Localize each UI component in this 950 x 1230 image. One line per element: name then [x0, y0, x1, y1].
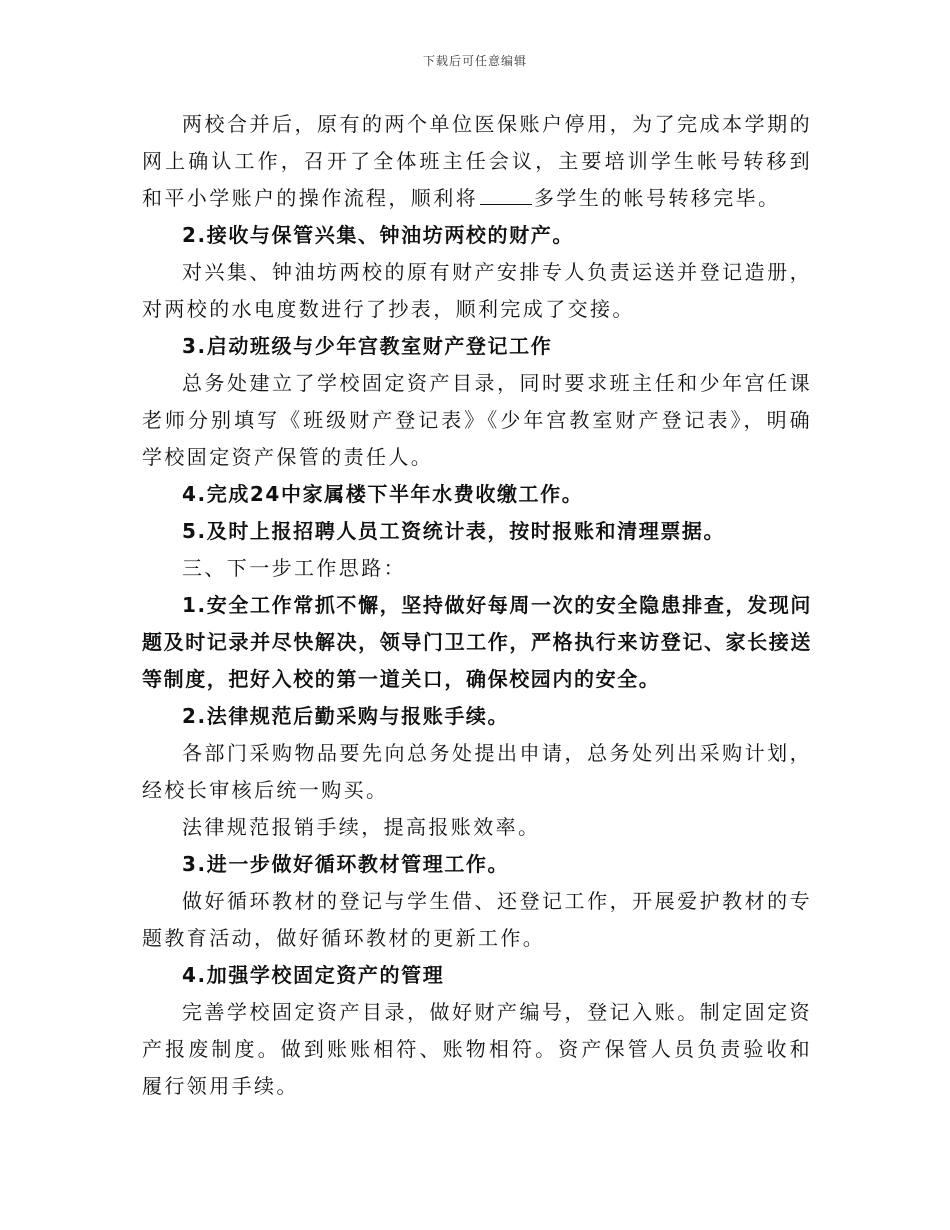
paragraph-safety-work: 1.安全工作常抓不懈，坚持做好每周一次的安全隐患排查，发现问题及时记录并尽快解决，领导门卫工作，严格执行来访登记、家长接送等制度，把好入校的第一道关口，确保校园内的安全。: [142, 593, 812, 691]
paragraph-account-transfer: [142, 106, 812, 217]
heading-property-custody: 2.接收与保管兴集、钟油坊两校的财产。: [182, 223, 574, 247]
heading-procurement: 2.法律规范后勤采购与报账手续。: [182, 704, 510, 728]
document-body: [142, 106, 812, 1105]
paragraph-procurement-process: 各部门采购物品要先向总务处提出申请，总务处列出采购计划，经校长审核后统一购买。: [142, 741, 812, 802]
paragraph-text: 两校合并后，原有的两个单位医保账户停用，为了完成本学期的网上确认工作，召开了全体班主任会议，主要培训学生帐号转移到和平小学账户的操作流程，顺利将: [142, 112, 812, 210]
fill-in-blank: [480, 186, 532, 205]
paragraph-asset-catalog: 总务处建立了学校固定资产目录，同时要求班主任和少年宫任课老师分别填写《班级财产登记表》《少年宫教室财产登记表》，明确学校固定资产保管的责任人。: [142, 371, 812, 469]
paragraph-fixed-assets: 完善学校固定资产目录，做好财产编号，登记入账。制定固定资产报废制度。做到账账相符、账物相符。资产保管人员负责验收和履行领用手续。: [142, 1000, 812, 1098]
paragraph-textbook-work: 做好循环教材的登记与学生借、还登记工作，开展爱护教材的专题教育活动，做好循环教材的更新工作。: [142, 889, 812, 950]
heading-property-registration: 3.启动班级与少年宫教室财产登记工作: [182, 334, 553, 358]
heading-fixed-assets: 4.加强学校固定资产的管理: [182, 963, 445, 987]
heading-textbook-management: 3.进一步做好循环教材管理工作。: [182, 852, 510, 876]
paragraph-property-handover: 对兴集、钟油坊两校的原有财产安排专人负责运送并登记造册，对两校的水电度数进行了抄表，顺利完成了交接。: [142, 260, 812, 321]
page-header: 下载后可任意编辑: [422, 54, 527, 68]
paragraph-reimbursement: 法律规范报销手续，提高报账效率。: [182, 815, 541, 839]
section-heading-next-steps: 三、下一步工作思路：: [182, 556, 406, 580]
heading-salary-report: 5.及时上报招聘人员工资统计表，按时报账和清理票据。: [182, 519, 726, 543]
heading-water-fee: 4.完成24中家属楼下半年水费收缴工作。: [182, 482, 584, 506]
paragraph-text: 多学生的帐号转移完毕。: [534, 186, 781, 210]
